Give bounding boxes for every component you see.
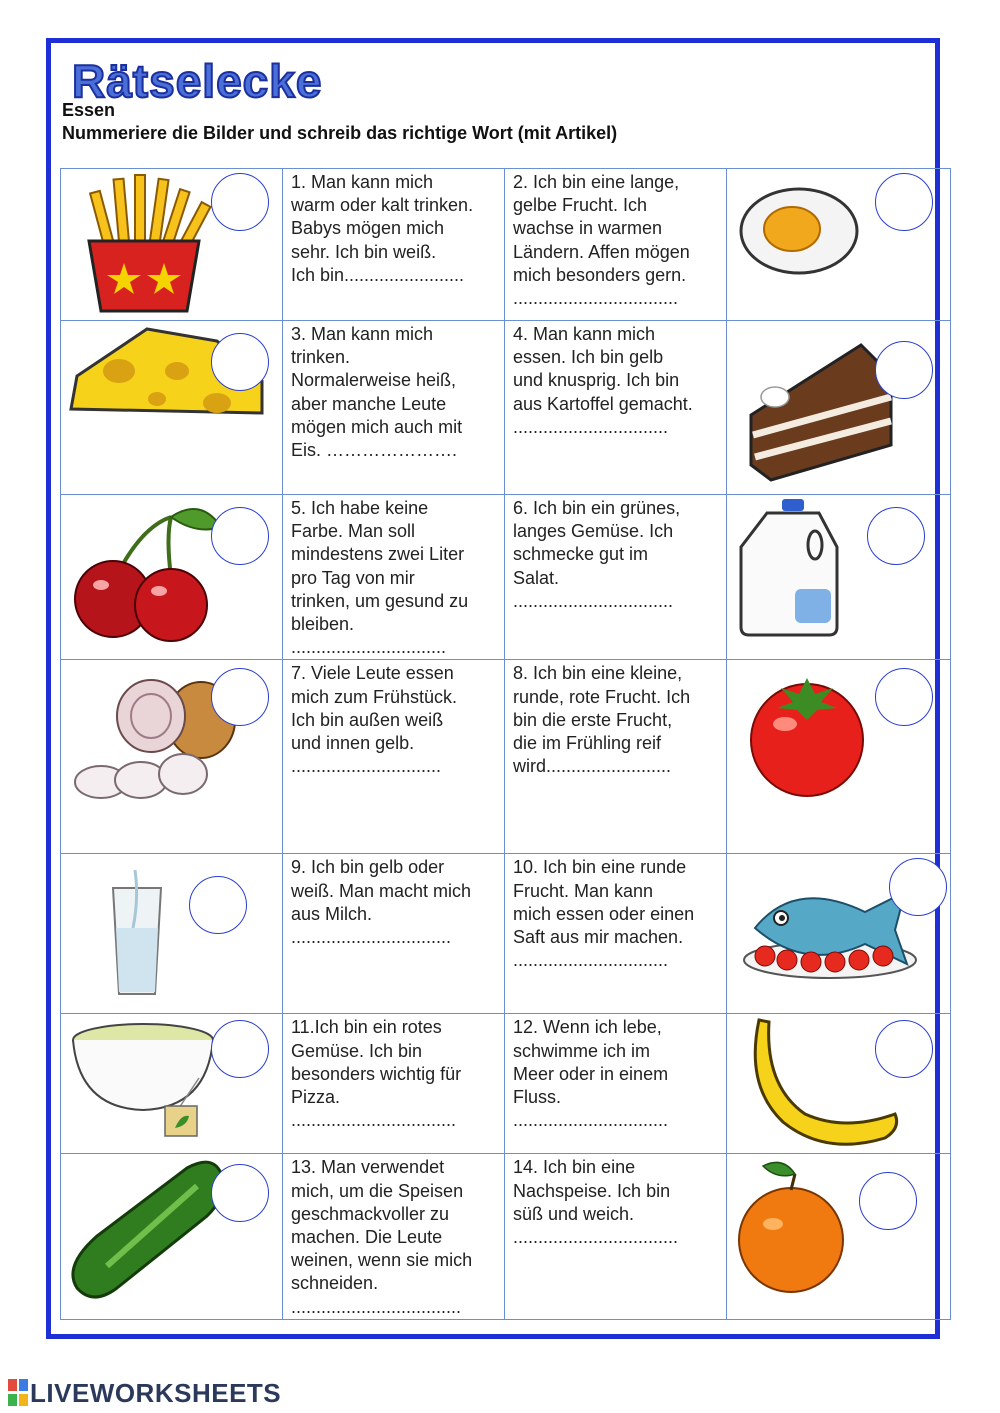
picture-cell bbox=[61, 1014, 283, 1154]
riddle-text: 7. Viele Leute essen mich zum Frühstück. Ich bin außen weiß und innen gelb. .............................. bbox=[291, 663, 458, 777]
riddle-text: 10. Ich bin eine runde Frucht. Man kann mich essen oder einen Saft aus mir machen. ............................... bbox=[513, 857, 695, 971]
picture-cell bbox=[61, 169, 283, 321]
page-title: Rätselecke bbox=[72, 55, 323, 107]
table-row bbox=[61, 1154, 951, 1319]
cherries-icon bbox=[71, 497, 231, 647]
riddle-cell bbox=[283, 1014, 505, 1154]
picture-cell bbox=[61, 321, 283, 495]
number-circle[interactable] bbox=[211, 668, 269, 726]
number-circle[interactable] bbox=[875, 341, 933, 399]
number-circle[interactable] bbox=[875, 173, 933, 231]
riddle-text: 9. Ich bin gelb oder weiß. Man macht mich aus Milch. ................................ bbox=[291, 857, 472, 948]
number-circle[interactable] bbox=[211, 173, 269, 231]
picture-cell bbox=[727, 1014, 951, 1154]
riddle-text: 4. Man kann mich essen. Ich bin gelb und knusprig. Ich bin aus Kartoffel gemacht. ............................... bbox=[513, 324, 693, 437]
number-circle[interactable] bbox=[859, 1172, 917, 1230]
riddle-cell bbox=[283, 169, 505, 321]
table-row bbox=[61, 169, 951, 321]
riddle-cell bbox=[505, 854, 727, 1014]
brand-name: LIVEWORKSHEETS bbox=[30, 1378, 282, 1408]
riddle-cell bbox=[283, 660, 505, 854]
number-circle[interactable] bbox=[211, 1164, 269, 1222]
picture-cell bbox=[61, 854, 283, 1014]
riddle-text: 3. Man kann mich trinken. Normalerweise heiß, aber manche Leute mögen mich auch mit Eis. …………………. bbox=[291, 324, 463, 461]
number-circle[interactable] bbox=[189, 876, 247, 934]
riddle-text: 13. Man verwendet mich, um die Speisen geschmackvoller zu machen. Die Leute weinen, wenn sie mich schneiden. .................................. bbox=[291, 1157, 473, 1317]
riddle-cell bbox=[505, 1154, 727, 1319]
picture-cell bbox=[727, 321, 951, 495]
brand-icon bbox=[8, 1379, 28, 1407]
riddle-cell bbox=[283, 854, 505, 1014]
riddle-cell bbox=[283, 321, 505, 495]
riddle-cell bbox=[283, 1154, 505, 1319]
picture-cell bbox=[727, 1154, 951, 1319]
riddle-text: 1. Man kann mich warm oder kalt trinken. Babys mögen mich sehr. Ich bin weiß. Ich bin........................ bbox=[291, 172, 474, 285]
riddle-cell bbox=[505, 321, 727, 495]
picture-cell bbox=[61, 1154, 283, 1319]
topic-label: Essen bbox=[62, 100, 116, 120]
cucumber-icon bbox=[67, 1156, 227, 1302]
number-circle[interactable] bbox=[875, 1020, 933, 1078]
picture-cell bbox=[61, 495, 283, 660]
number-circle[interactable] bbox=[875, 668, 933, 726]
instruction-text: Nummeriere die Bilder und schreib das richtige Wort (mit Artikel) bbox=[62, 123, 618, 143]
riddle-cell bbox=[505, 1014, 727, 1154]
riddle-cell bbox=[505, 660, 727, 854]
number-circle[interactable] bbox=[889, 858, 947, 916]
riddle-text: 2. Ich bin eine lange, gelbe Frucht. Ich wachse in warmen Ländern. Affen mögen mich besonders gern. ................................. bbox=[513, 172, 690, 309]
riddle-cell bbox=[505, 169, 727, 321]
number-circle[interactable] bbox=[211, 507, 269, 565]
riddle-text: 5. Ich habe keine Farbe. Man soll mindestens zwei Liter pro Tag von mir trinken, um gesund zu bleiben. ............................... bbox=[291, 498, 469, 658]
number-circle[interactable] bbox=[211, 333, 269, 391]
table-row bbox=[61, 660, 951, 854]
water-glass-icon bbox=[107, 868, 167, 998]
picture-cell bbox=[727, 495, 951, 660]
riddle-cell bbox=[283, 495, 505, 660]
riddle-text: 6. Ich bin ein grünes, langes Gemüse. Ich schmecke gut im Salat. ................................ bbox=[513, 498, 681, 611]
number-circle[interactable] bbox=[867, 507, 925, 565]
orange-icon bbox=[733, 1156, 853, 1296]
picture-cell bbox=[727, 854, 951, 1014]
table-row bbox=[61, 1014, 951, 1154]
milk-jug-icon bbox=[737, 497, 847, 637]
riddle-text: 12. Wenn ich lebe, schwimme ich im Meer oder in einem Fluss. ............................... bbox=[513, 1017, 669, 1131]
tomato-icon bbox=[745, 668, 875, 798]
table-row bbox=[61, 854, 951, 1014]
riddle-text: 8. Ich bin eine kleine, runde, rote Frucht. Ich bin die erste Frucht, die im Frühling reif wird......................... bbox=[513, 663, 691, 777]
liveworksheets-logo bbox=[8, 1378, 281, 1409]
number-circle[interactable] bbox=[211, 1020, 269, 1078]
table-row bbox=[61, 495, 951, 660]
picture-cell bbox=[61, 660, 283, 854]
riddle-text: 11.Ich bin ein rotes Gemüse. Ich bin besonders wichtig für Pizza. ................................. bbox=[291, 1017, 462, 1131]
table-row bbox=[61, 321, 951, 495]
french-fries-icon bbox=[69, 171, 219, 319]
riddle-grid bbox=[60, 168, 951, 1320]
riddle-text: 14. Ich bin eine Nachspeise. Ich bin süß und weich. ................................. bbox=[513, 1157, 679, 1248]
boiled-egg-icon bbox=[737, 179, 867, 279]
picture-cell bbox=[727, 169, 951, 321]
picture-cell bbox=[727, 660, 951, 854]
riddle-cell bbox=[505, 495, 727, 660]
